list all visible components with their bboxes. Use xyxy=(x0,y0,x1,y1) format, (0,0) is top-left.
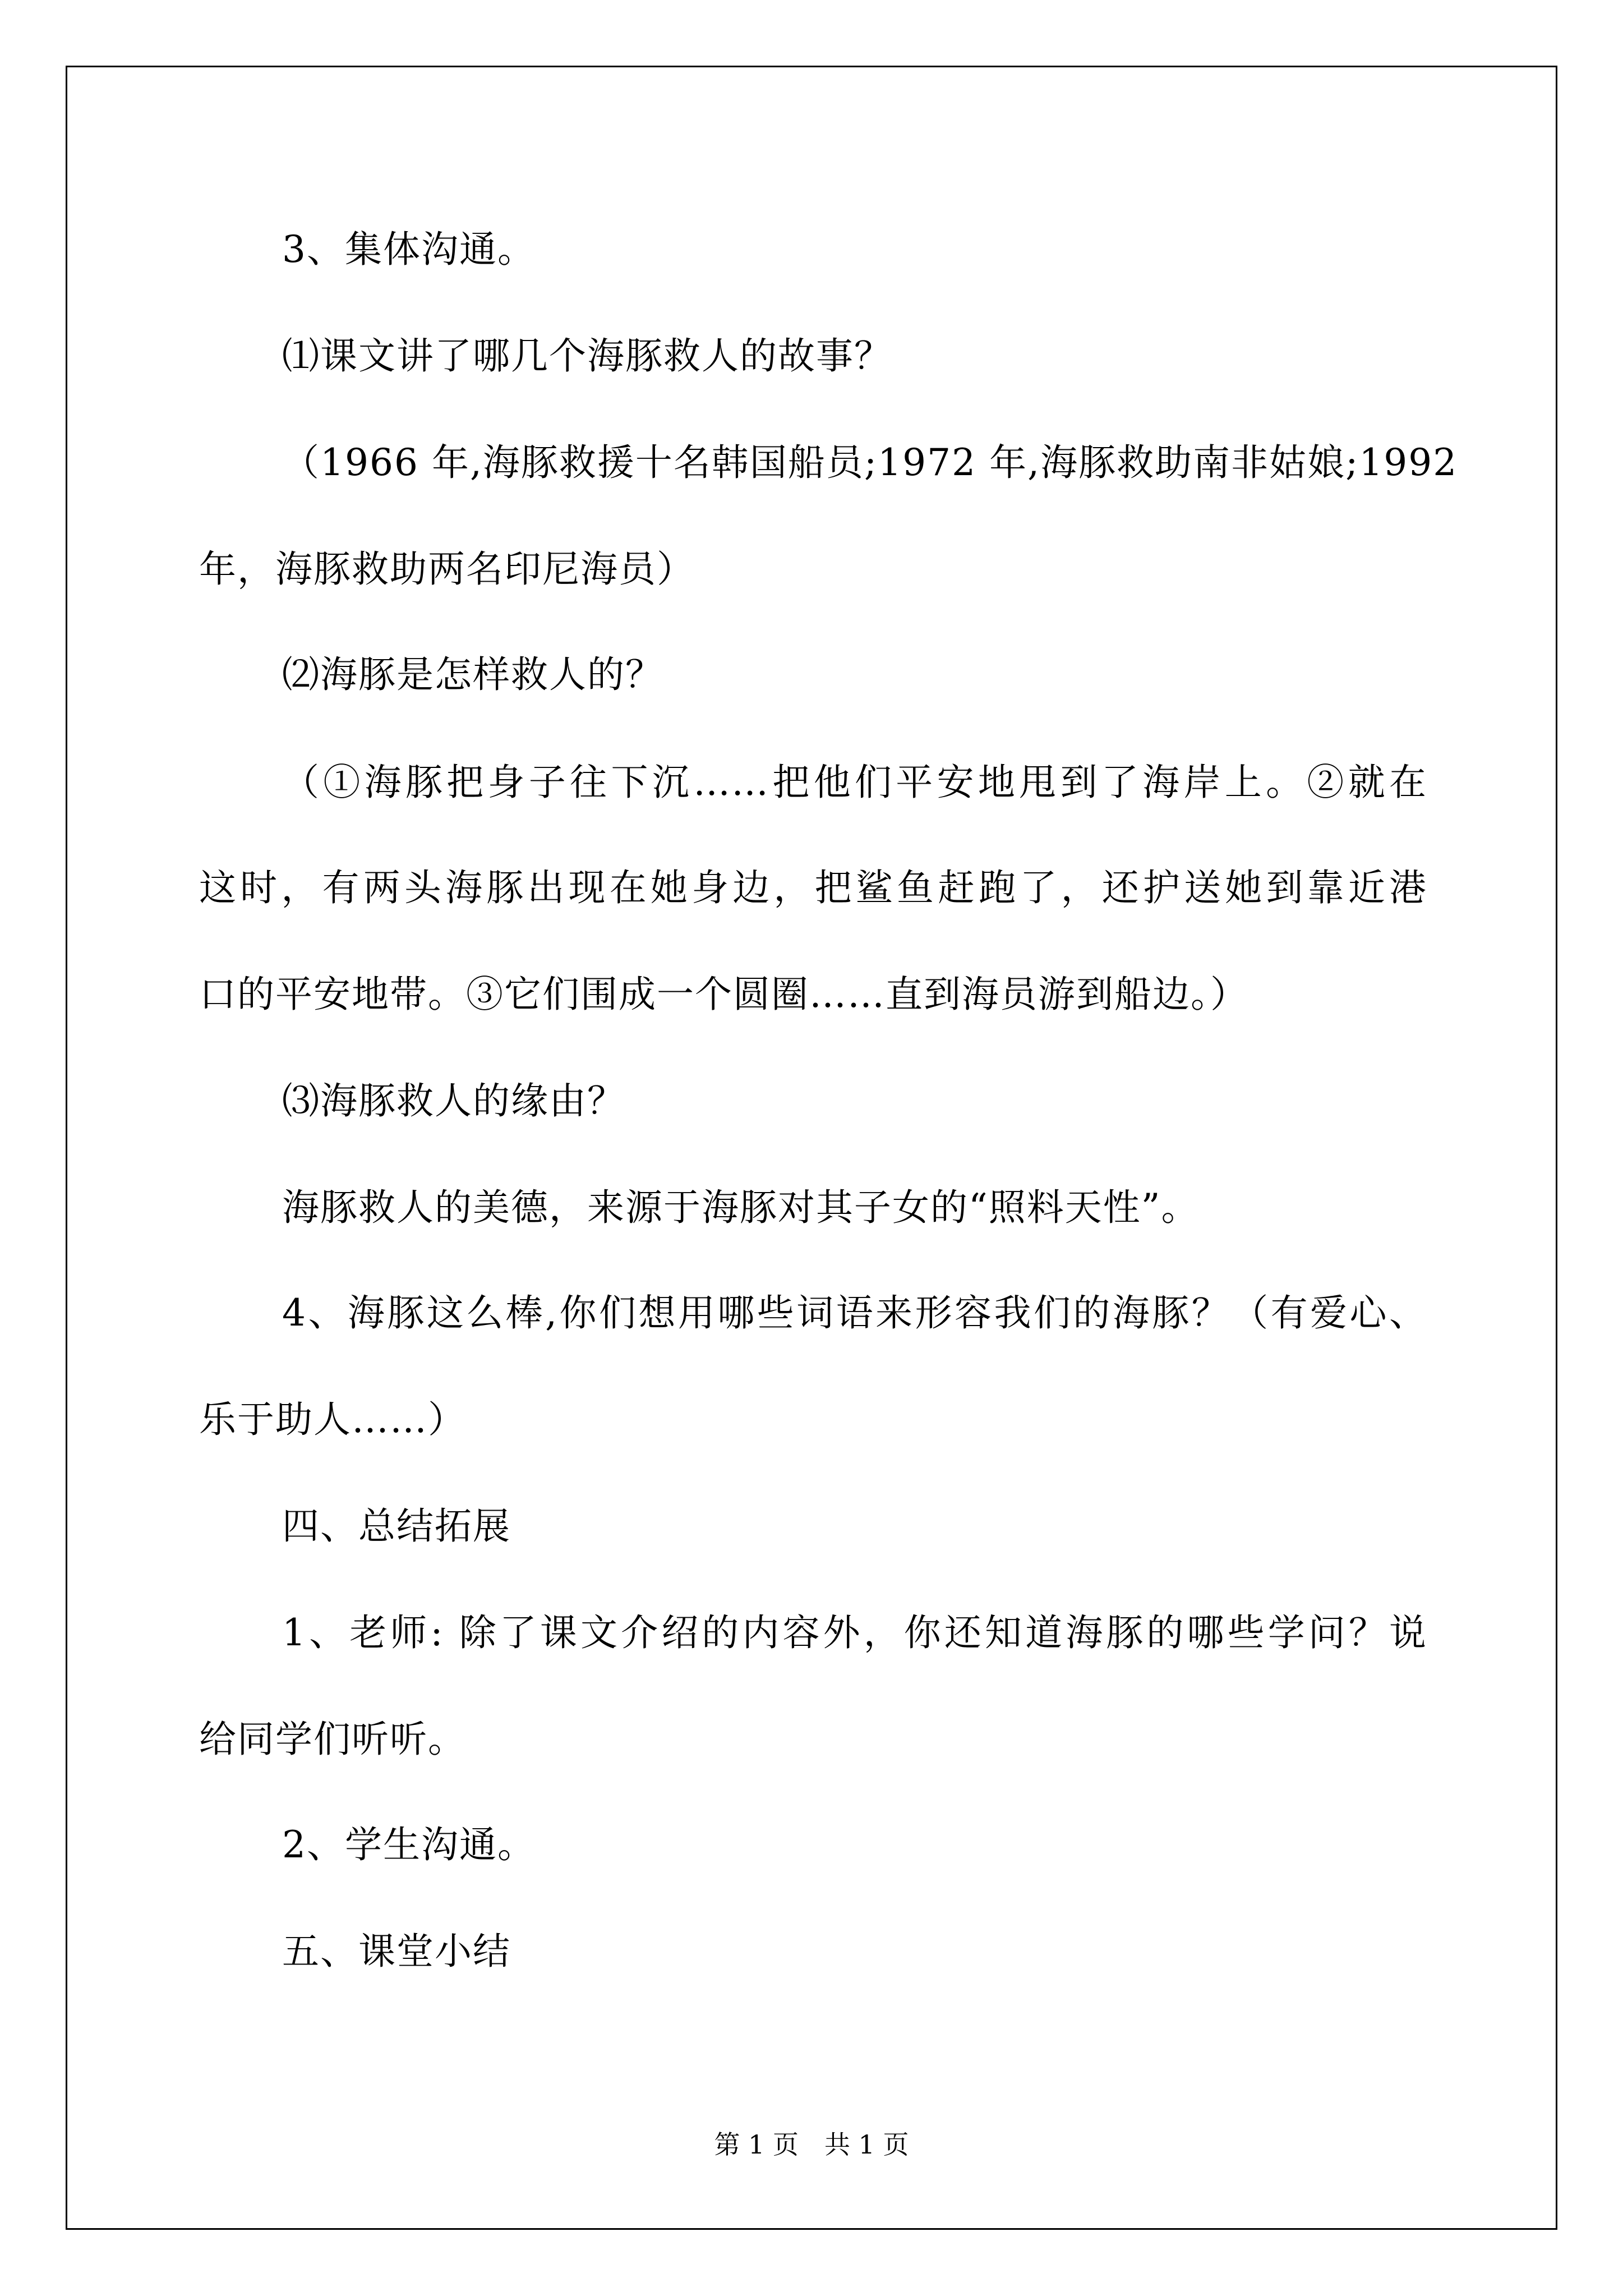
text-line: 海豚救人的美德，来源于海豚对其子女的“照料天性”。 xyxy=(282,1186,1200,1229)
text-line: ⑴课文讲了哪几个海豚救人的故事？ xyxy=(282,334,892,378)
text-line: 年，海豚救助两名印尼海员） xyxy=(199,547,695,591)
text-line: ⑵海豚是怎样救人的？ xyxy=(282,653,663,696)
text-line: 四、总结拓展 xyxy=(282,1504,511,1548)
text-line: 1、老师: 除了课文介绍的内容外，你还知道海豚的哪些学问？说 xyxy=(282,1611,1427,1654)
text-line: 给同学们听听。 xyxy=(199,1718,466,1761)
text-line: 3、集体沟通。 xyxy=(282,228,536,271)
text-line: 4、海豚这么棒,你们想用哪些词语来形容我们的海豚？（有爱心、 xyxy=(282,1291,1427,1335)
text-line: 口的平安地带。③它们围成一个圆圈……直到海员游到船边。） xyxy=(199,973,1248,1016)
page-border xyxy=(66,66,1557,2230)
text-line: 五、课堂小结 xyxy=(282,1930,511,1973)
page-number-footer: 第 1 页 共 1 页 xyxy=(714,2129,909,2160)
text-line: 乐于助人……） xyxy=(199,1398,466,1441)
text-line: 这时，有两头海豚出现在她身边，把鲨鱼赶跑了，还护送她到靠近港 xyxy=(199,866,1427,909)
text-line: （①海豚把身子往下沉……把他们平安地甩到了海岸上。②就在 xyxy=(282,761,1427,804)
text-line: ⑶海豚救人的缘由？ xyxy=(282,1079,625,1122)
text-line: 2、学生沟通。 xyxy=(282,1823,536,1866)
text-line: （1966 年,海豚救援十名韩国船员;1972 年,海豚救助南非姑娘;1992 xyxy=(282,441,1458,484)
